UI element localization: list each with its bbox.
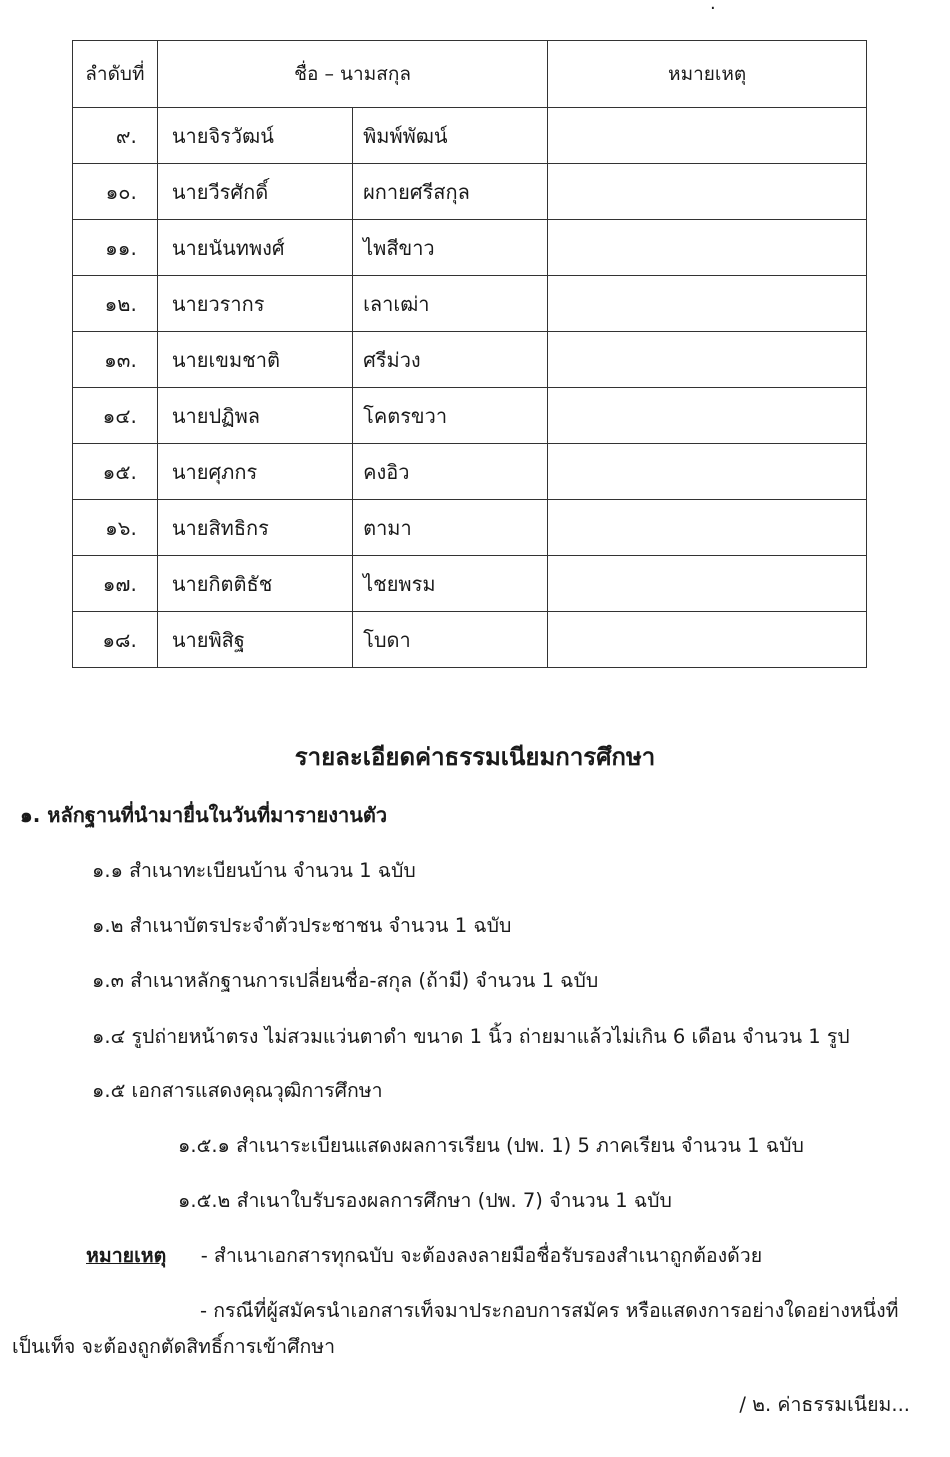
row-last-name: ผกายศรีสกุล xyxy=(353,164,548,220)
section-title: รายละเอียดค่าธรรมเนียมการศึกษา xyxy=(294,743,656,771)
row-last-name: ตามา xyxy=(353,500,548,556)
row-number: ๑๕. xyxy=(73,444,158,500)
table-header-row xyxy=(73,41,867,108)
header-note: หมายเหตุ xyxy=(548,41,867,108)
row-note xyxy=(548,108,867,164)
item-1-5: ๑.๕ เอกสารแสดงคุณวุฒิการศึกษา xyxy=(92,1079,383,1102)
section-heading: ๑. หลักฐานที่นำมายื่นในวันที่มารายงานตัว xyxy=(20,803,388,827)
row-first-name: นายกิตติธัช xyxy=(157,556,352,612)
row-number: ๑๗. xyxy=(73,556,158,612)
row-last-name: โคตรขวา xyxy=(353,388,548,444)
row-first-name: นายพิสิฐ xyxy=(157,612,352,668)
row-number: ๑๔. xyxy=(73,388,158,444)
row-last-name: ไชยพรม xyxy=(353,556,548,612)
row-note xyxy=(548,500,867,556)
table-row xyxy=(73,276,867,332)
table-body xyxy=(73,108,867,668)
row-number: ๑๑. xyxy=(73,220,158,276)
row-number: ๑๓. xyxy=(73,332,158,388)
remark-label: หมายเหตุ xyxy=(86,1244,167,1267)
item-1-4: ๑.๔ รูปถ่ายหน้าตรง ไม่สวมแว่นตาดำ ขนาด 1 นิ้ว ถ่ายมาแล้วไม่เกิน 6 เดือน จำนวน 1 รูป xyxy=(92,1025,850,1048)
row-first-name: นายศุภกร xyxy=(157,444,352,500)
item-1-1: ๑.๑ สำเนาทะเบียนบ้าน จำนวน 1 ฉบับ xyxy=(92,859,416,882)
row-last-name: ศรีม่วง xyxy=(353,332,548,388)
row-first-name: นายสิทธิกร xyxy=(157,500,352,556)
item-1-2: ๑.๒ สำเนาบัตรประจำตัวประชาชน จำนวน 1 ฉบับ xyxy=(92,914,512,937)
table-row xyxy=(73,500,867,556)
table-row xyxy=(73,388,867,444)
row-note xyxy=(548,612,867,668)
row-last-name: คงอิว xyxy=(353,444,548,500)
row-last-name: โบดา xyxy=(353,612,548,668)
table-row xyxy=(73,444,867,500)
table-row xyxy=(73,332,867,388)
row-note xyxy=(548,332,867,388)
remark-2a: - กรณีที่ผู้สมัครนำเอกสารเท็จมาประกอบการสมัคร หรือแสดงการอย่างใดอย่างหนึ่งที่ xyxy=(200,1299,899,1322)
remark-1: - สำเนาเอกสารทุกฉบับ จะต้องลงลายมือชื่อรับรองสำเนาถูกต้องด้วย xyxy=(200,1244,763,1267)
row-note xyxy=(548,444,867,500)
row-first-name: นายจิรวัฒน์ xyxy=(157,108,352,164)
row-note xyxy=(548,276,867,332)
row-first-name: นายวรากร xyxy=(157,276,352,332)
row-last-name: พิมพ์พัฒน์ xyxy=(353,108,548,164)
row-note xyxy=(548,220,867,276)
row-last-name: ไพสีขาว xyxy=(353,220,548,276)
table-row xyxy=(73,220,867,276)
row-last-name: เลาเฒ่า xyxy=(353,276,548,332)
row-first-name: นายปฏิพล xyxy=(157,388,352,444)
row-number: ๑๘. xyxy=(73,612,158,668)
row-note xyxy=(548,388,867,444)
student-table xyxy=(72,40,867,668)
page-footer-continuation: / ๒. ค่าธรรมเนียม... xyxy=(739,1393,910,1416)
table-row xyxy=(73,164,867,220)
row-number: ๑๐. xyxy=(73,164,158,220)
top-mark: · xyxy=(710,0,716,19)
table-row xyxy=(73,612,867,668)
row-number: ๙. xyxy=(73,108,158,164)
row-note xyxy=(548,556,867,612)
table-row xyxy=(73,556,867,612)
row-first-name: นายเขมชาติ xyxy=(157,332,352,388)
subitem-1-5-2: ๑.๕.๒ สำเนาใบรับรองผลการศึกษา (ปพ. 7) จำนวน 1 ฉบับ xyxy=(178,1189,672,1212)
row-note xyxy=(548,164,867,220)
row-number: ๑๖. xyxy=(73,500,158,556)
subitem-1-5-1: ๑.๕.๑ สำเนาระเบียนแสดงผลการเรียน (ปพ. 1) 5 ภาคเรียน จำนวน 1 ฉบับ xyxy=(178,1134,804,1157)
header-number: ลำดับที่ xyxy=(73,41,158,108)
row-number: ๑๒. xyxy=(73,276,158,332)
remark-2b: เป็นเท็จ จะต้องถูกตัดสิทธิ์การเข้าศึกษา xyxy=(12,1335,336,1358)
row-first-name: นายนันทพงศ์ xyxy=(157,220,352,276)
header-name: ชื่อ – นามสกุล xyxy=(157,41,547,108)
table-row xyxy=(73,108,867,164)
row-first-name: นายวีรศักดิ์ xyxy=(157,164,352,220)
item-1-3: ๑.๓ สำเนาหลักฐานการเปลี่ยนชื่อ-สกุล (ถ้ามี) จำนวน 1 ฉบับ xyxy=(92,969,599,992)
remark-line-1 xyxy=(86,1240,762,1272)
